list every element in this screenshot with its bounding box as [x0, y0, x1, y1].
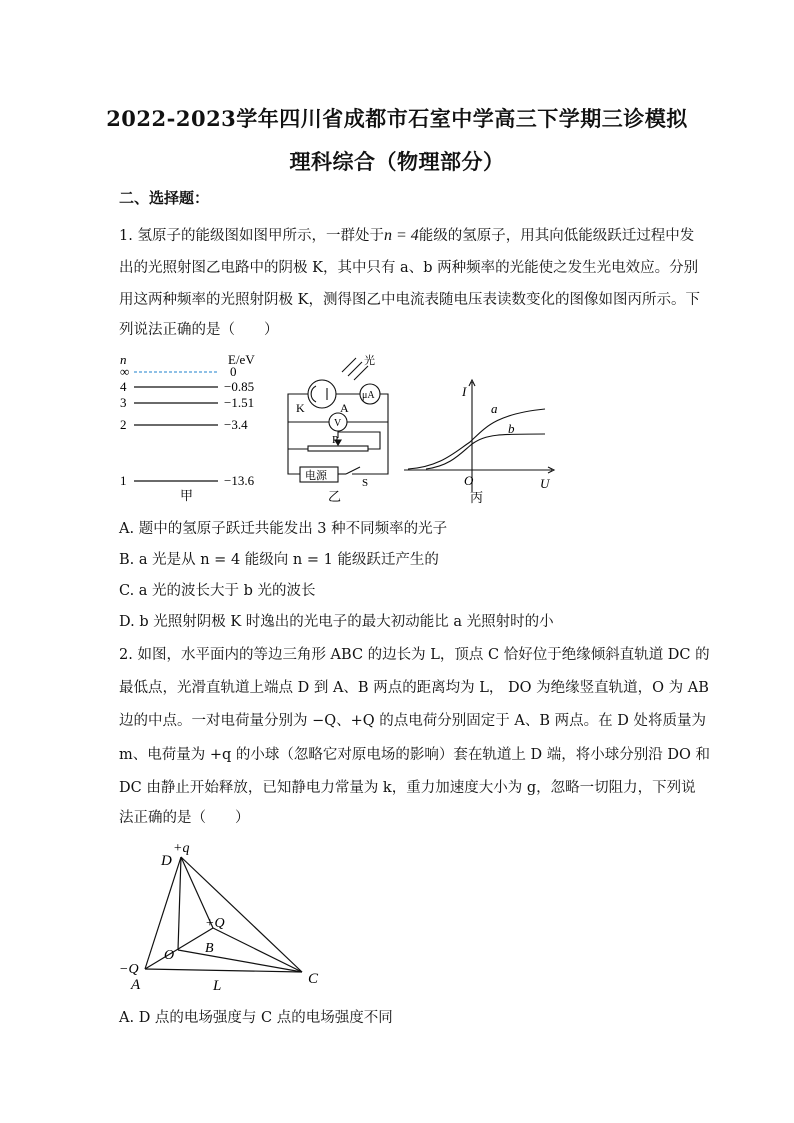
- section-heading: 二、选择题：: [119, 189, 210, 207]
- switch-s: [346, 467, 360, 474]
- figure-jia-energy-levels: [110, 348, 280, 508]
- jia-e-header: E/eV: [228, 352, 255, 367]
- jia-caption: 甲: [180, 488, 194, 503]
- label-l: L: [213, 978, 222, 994]
- label-c: C: [308, 971, 319, 987]
- q1-option-d: D. b 光照射阴极 K 时逸出的光电子的最大初动能比 a 光照射时的小: [119, 614, 554, 630]
- q1-option-b: B. a 光是从 n = 4 能级向 n = 1 能级跃迁产生的: [119, 552, 439, 568]
- q1-line-1: [119, 226, 695, 246]
- bing-caption: 丙: [470, 490, 484, 505]
- q2-line-6: 法正确的是（ ）: [119, 810, 250, 826]
- phototube: [308, 380, 336, 408]
- q1-option-c: C. a 光的波长大于 b 光的波长: [119, 583, 316, 599]
- figure-q2-geometry: [115, 835, 345, 995]
- edge-bc: [213, 928, 302, 972]
- rheostat: [308, 446, 368, 451]
- label-a: A: [131, 977, 141, 993]
- q1-line-3: 用这两种频率的光照射阴极 K，测得图乙中电流表随电压表读数变化的图像如图丙所示。下: [119, 292, 700, 308]
- yi-caption: 乙: [328, 489, 342, 504]
- level-2-n: 2: [120, 417, 127, 432]
- level-4-n: 4: [120, 379, 127, 394]
- level-3-e: −1.51: [224, 395, 255, 410]
- yi-ammeter-label: μA: [362, 390, 375, 401]
- q2-line-2: 最低点，光滑直轨道上端点 D 到 A、B 两点的距离均为 L， DO 为绝缘竖直轨道，O 为 AB: [119, 680, 709, 696]
- level-3-n: 3: [120, 395, 127, 410]
- edge-dc: [181, 857, 302, 972]
- edge-oc: [178, 950, 302, 972]
- edge-ac: [145, 969, 302, 972]
- page-title-line1: 2022-2023学年四川省成都市石室中学高三下学期三诊模拟: [106, 106, 688, 131]
- label-plus-big-q: +Q: [205, 916, 225, 931]
- edge-do: [178, 857, 181, 950]
- level-4-e: −0.85: [224, 379, 255, 394]
- label-d: D: [161, 853, 172, 869]
- yi-light-label: 光: [364, 355, 375, 367]
- edge-da: [145, 857, 181, 969]
- curve-b: [426, 434, 545, 469]
- bing-a-label: a: [491, 401, 498, 416]
- q1-option-a: A. 题中的氢原子跃迁共能发出 3 种不同频率的光子: [119, 521, 448, 537]
- page-title-line2: 理科综合（物理部分）: [289, 149, 505, 174]
- level-1-n: 1: [120, 473, 127, 488]
- yi-source-label: 电源: [305, 470, 327, 482]
- q1-line-2: 出的光照射图乙电路中的阴极 K，其中只有 a、b 两种频率的光能使之发生光电效应。分别: [119, 260, 699, 276]
- bing-b-label: b: [508, 421, 515, 436]
- q2-line-4: m、电荷量为 +q 的小球（忽略它对原电场的影响）套在轨道上 D 端，将小球分别沿 DO 和: [119, 747, 710, 763]
- label-plus-q: +q: [173, 841, 190, 856]
- q1-line-1n: n = 4: [383, 227, 419, 244]
- jia-n-header: n: [120, 352, 127, 367]
- label-b: B: [205, 941, 214, 956]
- q2-line-5: DC 由静止开始释放，已知静电力常量为 k，重力加速度大小为 g，忽略一切阻力，下列说: [119, 780, 696, 796]
- yi-voltmeter-label: V: [334, 418, 342, 429]
- level-2-e: −3.4: [224, 417, 248, 432]
- level-inf-e: 0: [230, 364, 237, 379]
- yi-k-label: K: [296, 401, 305, 415]
- q1-line-1b: 能级的氢原子，用其向低能级跃迁过程中发: [418, 228, 695, 244]
- q2-line-1: 2. 如图，水平面内的等边三角形 ABC 的边长为 L，顶点 C 恰好位于绝缘倾斜直轨道 DC 的: [119, 647, 710, 663]
- label-o: O: [164, 948, 175, 963]
- figure-yi-circuit: [280, 352, 400, 507]
- level-inf-n: ∞: [120, 364, 130, 379]
- q1-line-4: 列说法正确的是（ ）: [119, 322, 279, 338]
- yi-p-label: P: [332, 434, 339, 446]
- curve-a: [408, 409, 545, 469]
- label-minus-q: −Q: [119, 962, 139, 977]
- bing-i-label: I: [462, 384, 467, 399]
- q1-line-1a: 1. 氢原子的能级图如图甲所示，一群处于: [119, 228, 384, 244]
- figure-bing-iu-graph: [400, 372, 560, 508]
- cathode-k: [311, 386, 316, 402]
- q2-option-a: A. D 点的电场强度与 C 点的电场强度不同: [119, 1010, 393, 1026]
- level-1-e: −13.6: [224, 473, 255, 488]
- yi-s-label: S: [362, 477, 369, 489]
- yi-a-label: A: [340, 401, 349, 415]
- q2-line-3: 边的中点。一对电荷量分别为 −Q、+Q 的点电荷分别固定于 A、B 两点。在 D 处将质量为: [119, 713, 706, 729]
- bing-u-label: U: [540, 476, 550, 491]
- bing-o-label: O: [464, 473, 474, 488]
